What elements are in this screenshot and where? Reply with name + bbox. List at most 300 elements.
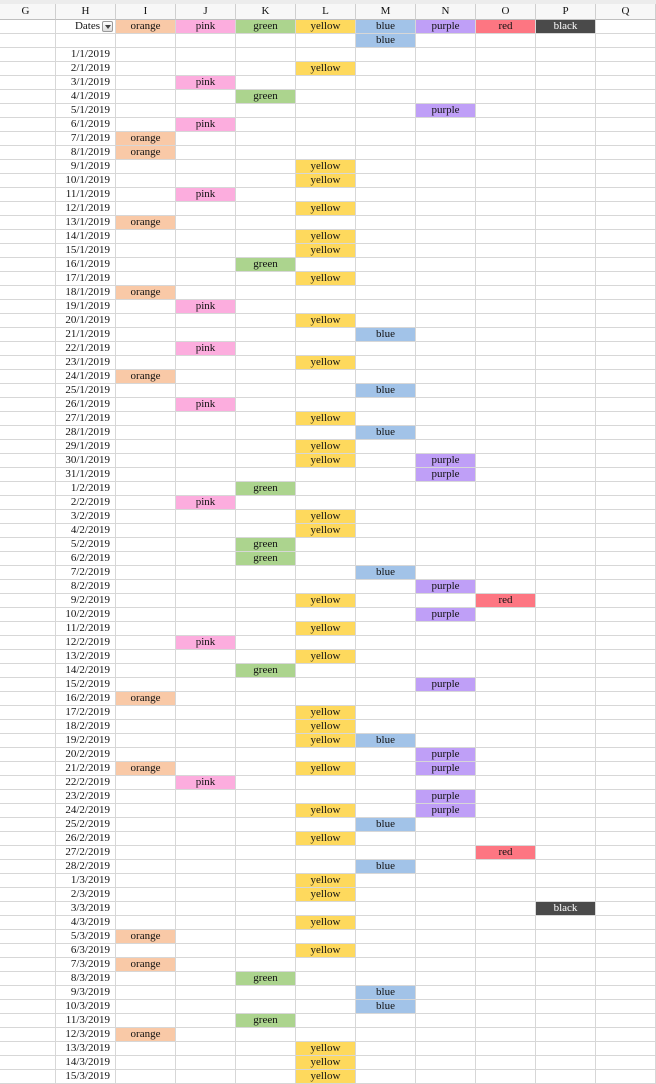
empty-cell[interactable] [116, 62, 176, 76]
empty-cell[interactable] [0, 720, 56, 734]
empty-cell[interactable] [476, 804, 536, 818]
empty-cell[interactable] [176, 524, 236, 538]
empty-cell[interactable] [416, 118, 476, 132]
empty-cell[interactable] [236, 1000, 296, 1014]
empty-cell[interactable] [236, 132, 296, 146]
empty-cell[interactable] [416, 818, 476, 832]
empty-cell[interactable] [476, 874, 536, 888]
empty-cell[interactable] [116, 902, 176, 916]
empty-cell[interactable] [356, 748, 416, 762]
empty-cell[interactable] [116, 454, 176, 468]
empty-cell[interactable] [296, 1000, 356, 1014]
empty-cell[interactable] [176, 804, 236, 818]
header-cell-orange[interactable]: orange [116, 20, 176, 34]
empty-cell[interactable] [176, 160, 236, 174]
empty-cell[interactable] [116, 972, 176, 986]
color-tag-pink[interactable]: pink [176, 636, 236, 650]
date-cell[interactable]: 6/2/2019 [56, 552, 116, 566]
empty-cell[interactable] [236, 286, 296, 300]
empty-cell[interactable] [536, 216, 596, 230]
empty-cell[interactable] [476, 650, 536, 664]
empty-cell[interactable] [116, 244, 176, 258]
empty-cell[interactable] [356, 874, 416, 888]
empty-cell[interactable] [356, 48, 416, 62]
empty-cell[interactable] [116, 608, 176, 622]
empty-cell[interactable] [356, 1014, 416, 1028]
empty-cell[interactable] [116, 622, 176, 636]
date-cell[interactable]: 13/2/2019 [56, 650, 116, 664]
empty-cell[interactable] [176, 90, 236, 104]
empty-cell[interactable] [236, 958, 296, 972]
empty-cell[interactable] [356, 174, 416, 188]
empty-cell[interactable] [536, 818, 596, 832]
empty-cell[interactable] [596, 230, 656, 244]
empty-cell[interactable] [236, 566, 296, 580]
color-tag-pink[interactable]: pink [176, 118, 236, 132]
empty-cell[interactable] [0, 930, 56, 944]
empty-cell[interactable] [116, 300, 176, 314]
empty-cell[interactable] [356, 314, 416, 328]
empty-cell[interactable] [536, 566, 596, 580]
empty-cell[interactable] [356, 482, 416, 496]
empty-cell[interactable] [0, 1028, 56, 1042]
empty-cell[interactable] [0, 118, 56, 132]
empty-cell[interactable] [176, 706, 236, 720]
empty-cell[interactable] [236, 678, 296, 692]
color-tag-pink[interactable]: pink [176, 398, 236, 412]
color-tag-green[interactable]: green [236, 258, 296, 272]
empty-cell[interactable] [536, 720, 596, 734]
empty-cell[interactable] [176, 104, 236, 118]
date-cell[interactable]: 17/2/2019 [56, 706, 116, 720]
color-tag-orange[interactable]: orange [116, 930, 176, 944]
empty-cell[interactable] [116, 818, 176, 832]
empty-cell[interactable] [416, 496, 476, 510]
date-cell[interactable]: 23/1/2019 [56, 356, 116, 370]
date-cell[interactable]: 15/1/2019 [56, 244, 116, 258]
empty-cell[interactable] [296, 90, 356, 104]
empty-cell[interactable] [0, 426, 56, 440]
empty-cell[interactable] [476, 1028, 536, 1042]
empty-cell[interactable] [536, 300, 596, 314]
color-tag-purple[interactable]: purple [416, 762, 476, 776]
column-header-i[interactable]: I [116, 4, 176, 20]
empty-cell[interactable] [0, 342, 56, 356]
empty-cell[interactable] [176, 510, 236, 524]
empty-cell[interactable] [536, 958, 596, 972]
date-cell[interactable]: 7/3/2019 [56, 958, 116, 972]
empty-cell[interactable] [356, 944, 416, 958]
empty-cell[interactable] [296, 496, 356, 510]
empty-cell[interactable] [296, 636, 356, 650]
empty-cell[interactable] [236, 888, 296, 902]
empty-cell[interactable] [596, 314, 656, 328]
header-cell-green[interactable]: green [236, 20, 296, 34]
empty-cell[interactable] [296, 566, 356, 580]
color-tag-orange[interactable]: orange [116, 1028, 176, 1042]
color-tag-orange[interactable]: orange [116, 286, 176, 300]
empty-cell[interactable] [0, 790, 56, 804]
date-cell[interactable]: 12/1/2019 [56, 202, 116, 216]
empty-cell[interactable] [416, 916, 476, 930]
empty-cell[interactable] [176, 1014, 236, 1028]
empty-cell[interactable] [0, 1000, 56, 1014]
empty-cell[interactable] [536, 328, 596, 342]
empty-cell[interactable] [356, 524, 416, 538]
empty-cell[interactable] [236, 986, 296, 1000]
color-tag-green[interactable]: green [236, 482, 296, 496]
empty-cell[interactable] [356, 160, 416, 174]
empty-cell[interactable] [296, 328, 356, 342]
empty-cell[interactable] [236, 524, 296, 538]
empty-cell[interactable] [0, 356, 56, 370]
empty-cell[interactable] [416, 720, 476, 734]
empty-cell[interactable] [0, 384, 56, 398]
empty-cell[interactable] [596, 762, 656, 776]
empty-cell[interactable] [176, 986, 236, 1000]
empty-cell[interactable] [536, 76, 596, 90]
date-cell[interactable]: 21/1/2019 [56, 328, 116, 342]
empty-cell[interactable] [296, 384, 356, 398]
color-tag-purple[interactable]: purple [416, 468, 476, 482]
empty-cell[interactable] [596, 384, 656, 398]
date-cell[interactable]: 7/2/2019 [56, 566, 116, 580]
empty-cell[interactable] [416, 398, 476, 412]
color-tag-yellow[interactable]: yellow [296, 720, 356, 734]
empty-cell[interactable] [116, 1070, 176, 1084]
empty-cell[interactable] [416, 510, 476, 524]
empty-cell[interactable] [236, 48, 296, 62]
empty-cell[interactable] [296, 342, 356, 356]
empty-cell[interactable] [476, 384, 536, 398]
color-tag-red[interactable]: red [476, 846, 536, 860]
empty-cell[interactable] [296, 790, 356, 804]
empty-cell[interactable] [536, 678, 596, 692]
empty-cell[interactable] [116, 538, 176, 552]
empty-cell[interactable] [416, 216, 476, 230]
empty-cell[interactable] [296, 34, 356, 48]
empty-cell[interactable] [0, 300, 56, 314]
empty-cell[interactable] [536, 1028, 596, 1042]
empty-cell[interactable] [536, 622, 596, 636]
color-tag-yellow[interactable]: yellow [296, 174, 356, 188]
empty-cell[interactable] [476, 916, 536, 930]
color-tag-pink[interactable]: pink [176, 342, 236, 356]
empty-cell[interactable] [476, 1070, 536, 1084]
empty-cell[interactable] [236, 622, 296, 636]
empty-cell[interactable] [356, 790, 416, 804]
empty-cell[interactable] [0, 34, 56, 48]
empty-cell[interactable] [0, 328, 56, 342]
empty-cell[interactable] [356, 594, 416, 608]
empty-cell[interactable] [236, 734, 296, 748]
empty-cell[interactable] [476, 146, 536, 160]
date-cell[interactable]: 25/2/2019 [56, 818, 116, 832]
empty-cell[interactable] [236, 104, 296, 118]
empty-cell[interactable] [476, 706, 536, 720]
empty-cell[interactable] [0, 230, 56, 244]
empty-cell[interactable] [236, 146, 296, 160]
empty-cell[interactable] [596, 874, 656, 888]
empty-cell[interactable] [116, 580, 176, 594]
empty-cell[interactable] [536, 524, 596, 538]
empty-cell[interactable] [0, 440, 56, 454]
empty-cell[interactable] [476, 958, 536, 972]
empty-cell[interactable] [476, 468, 536, 482]
empty-cell[interactable] [236, 874, 296, 888]
empty-cell[interactable] [116, 342, 176, 356]
empty-cell[interactable] [236, 1070, 296, 1084]
date-cell[interactable]: 14/2/2019 [56, 664, 116, 678]
empty-cell[interactable] [416, 188, 476, 202]
empty-cell[interactable] [236, 188, 296, 202]
empty-cell[interactable] [0, 202, 56, 216]
empty-cell[interactable] [416, 384, 476, 398]
empty-cell[interactable] [416, 286, 476, 300]
empty-cell[interactable] [536, 258, 596, 272]
empty-cell[interactable] [176, 1056, 236, 1070]
empty-cell[interactable] [596, 594, 656, 608]
empty-cell[interactable] [476, 342, 536, 356]
empty-cell[interactable] [536, 846, 596, 860]
empty-cell[interactable] [536, 244, 596, 258]
empty-cell[interactable] [176, 720, 236, 734]
date-cell[interactable]: 10/1/2019 [56, 174, 116, 188]
empty-cell[interactable] [0, 804, 56, 818]
color-tag-blue[interactable]: blue [356, 734, 416, 748]
empty-cell[interactable] [476, 62, 536, 76]
color-tag-yellow[interactable]: yellow [296, 944, 356, 958]
color-tag-red[interactable]: red [476, 594, 536, 608]
empty-cell[interactable] [296, 146, 356, 160]
empty-cell[interactable] [236, 34, 296, 48]
empty-cell[interactable] [0, 874, 56, 888]
empty-cell[interactable] [116, 566, 176, 580]
empty-cell[interactable] [596, 188, 656, 202]
empty-cell[interactable] [476, 314, 536, 328]
empty-cell[interactable] [476, 370, 536, 384]
color-tag-yellow[interactable]: yellow [296, 244, 356, 258]
empty-cell[interactable] [416, 76, 476, 90]
empty-cell[interactable] [596, 650, 656, 664]
empty-cell[interactable] [596, 1014, 656, 1028]
empty-cell[interactable] [536, 272, 596, 286]
empty-cell[interactable] [176, 832, 236, 846]
empty-cell[interactable] [596, 636, 656, 650]
empty-cell[interactable] [356, 930, 416, 944]
color-tag-yellow[interactable]: yellow [296, 832, 356, 846]
empty-cell[interactable] [176, 258, 236, 272]
empty-cell[interactable] [476, 202, 536, 216]
empty-cell[interactable] [176, 930, 236, 944]
empty-cell[interactable] [536, 370, 596, 384]
color-tag-purple[interactable]: purple [416, 804, 476, 818]
color-tag-pink[interactable]: pink [176, 76, 236, 90]
empty-cell[interactable] [596, 804, 656, 818]
empty-cell[interactable] [596, 62, 656, 76]
empty-cell[interactable] [116, 552, 176, 566]
empty-cell[interactable] [0, 846, 56, 860]
empty-cell[interactable] [176, 482, 236, 496]
empty-cell[interactable] [116, 1042, 176, 1056]
empty-cell[interactable] [116, 944, 176, 958]
empty-cell[interactable] [176, 132, 236, 146]
empty-cell[interactable] [296, 426, 356, 440]
empty-cell[interactable] [0, 566, 56, 580]
empty-cell[interactable] [536, 118, 596, 132]
color-tag-yellow[interactable]: yellow [296, 594, 356, 608]
empty-cell[interactable] [476, 636, 536, 650]
empty-cell[interactable] [596, 426, 656, 440]
empty-cell[interactable] [176, 1000, 236, 1014]
empty-cell[interactable] [536, 594, 596, 608]
empty-cell[interactable] [356, 412, 416, 426]
empty-cell[interactable] [596, 440, 656, 454]
empty-cell[interactable] [476, 482, 536, 496]
empty-cell[interactable] [476, 216, 536, 230]
column-header-o[interactable]: O [476, 4, 536, 20]
empty-cell[interactable] [356, 636, 416, 650]
empty-cell[interactable] [536, 706, 596, 720]
empty-cell[interactable] [0, 706, 56, 720]
empty-cell[interactable] [176, 874, 236, 888]
date-cell[interactable]: 18/2/2019 [56, 720, 116, 734]
empty-cell[interactable] [356, 678, 416, 692]
color-tag-orange[interactable]: orange [116, 216, 176, 230]
empty-cell[interactable] [476, 972, 536, 986]
empty-cell[interactable] [116, 384, 176, 398]
column-header-q[interactable]: Q [596, 4, 656, 20]
color-tag-green[interactable]: green [236, 90, 296, 104]
empty-cell[interactable] [0, 146, 56, 160]
empty-cell[interactable] [296, 132, 356, 146]
empty-cell[interactable] [416, 440, 476, 454]
empty-cell[interactable] [416, 160, 476, 174]
column-header-n[interactable]: N [416, 4, 476, 20]
empty-cell[interactable] [356, 76, 416, 90]
color-tag-yellow[interactable]: yellow [296, 524, 356, 538]
empty-cell[interactable] [416, 538, 476, 552]
color-tag-yellow[interactable]: yellow [296, 356, 356, 370]
empty-cell[interactable] [0, 174, 56, 188]
color-tag-blue[interactable]: blue [356, 1000, 416, 1014]
empty-cell[interactable] [596, 846, 656, 860]
empty-cell[interactable] [0, 90, 56, 104]
empty-cell[interactable] [176, 860, 236, 874]
empty-cell[interactable] [296, 104, 356, 118]
empty-cell[interactable] [176, 286, 236, 300]
empty-cell[interactable] [596, 174, 656, 188]
empty-cell[interactable] [356, 832, 416, 846]
empty-cell[interactable] [176, 1042, 236, 1056]
empty-cell[interactable] [596, 622, 656, 636]
empty-cell[interactable] [116, 118, 176, 132]
empty-cell[interactable] [176, 664, 236, 678]
empty-cell[interactable] [296, 986, 356, 1000]
empty-cell[interactable] [116, 1000, 176, 1014]
empty-cell[interactable] [416, 1056, 476, 1070]
empty-cell[interactable] [476, 538, 536, 552]
date-cell[interactable]: 12/3/2019 [56, 1028, 116, 1042]
empty-cell[interactable] [296, 258, 356, 272]
empty-cell[interactable] [356, 580, 416, 594]
empty-cell[interactable] [536, 398, 596, 412]
empty-cell[interactable] [476, 580, 536, 594]
empty-cell[interactable] [356, 370, 416, 384]
date-cell[interactable]: 26/2/2019 [56, 832, 116, 846]
empty-cell[interactable] [596, 34, 656, 48]
color-tag-yellow[interactable]: yellow [296, 734, 356, 748]
empty-cell[interactable] [416, 202, 476, 216]
empty-cell[interactable] [236, 790, 296, 804]
empty-cell[interactable] [476, 426, 536, 440]
empty-cell[interactable] [596, 412, 656, 426]
column-header-g[interactable]: G [0, 4, 56, 20]
empty-cell[interactable] [476, 258, 536, 272]
empty-cell[interactable] [236, 412, 296, 426]
empty-cell[interactable] [596, 90, 656, 104]
empty-cell[interactable] [596, 930, 656, 944]
date-cell[interactable]: 23/2/2019 [56, 790, 116, 804]
empty-cell[interactable] [476, 818, 536, 832]
empty-cell[interactable] [176, 412, 236, 426]
empty-cell[interactable] [296, 76, 356, 90]
color-tag-green[interactable]: green [236, 1014, 296, 1028]
empty-cell[interactable] [476, 734, 536, 748]
color-tag-blue[interactable]: blue [356, 34, 416, 48]
color-tag-yellow[interactable]: yellow [296, 62, 356, 76]
empty-cell[interactable] [596, 160, 656, 174]
empty-cell[interactable] [356, 958, 416, 972]
empty-cell[interactable] [296, 608, 356, 622]
color-tag-yellow[interactable]: yellow [296, 1070, 356, 1084]
date-cell[interactable]: 5/3/2019 [56, 930, 116, 944]
empty-cell[interactable] [356, 272, 416, 286]
header-cell-red[interactable]: red [476, 20, 536, 34]
empty-cell[interactable] [116, 496, 176, 510]
empty-cell[interactable] [176, 692, 236, 706]
empty-cell[interactable] [176, 888, 236, 902]
empty-cell[interactable] [536, 860, 596, 874]
empty-cell[interactable] [356, 762, 416, 776]
empty-cell[interactable] [416, 132, 476, 146]
empty-cell[interactable] [176, 818, 236, 832]
date-cell[interactable]: 6/1/2019 [56, 118, 116, 132]
empty-cell[interactable] [536, 1000, 596, 1014]
empty-cell[interactable] [476, 622, 536, 636]
empty-cell[interactable] [476, 664, 536, 678]
empty-cell[interactable] [596, 286, 656, 300]
empty-cell[interactable] [476, 118, 536, 132]
empty-cell[interactable] [596, 370, 656, 384]
date-cell[interactable]: 2/2/2019 [56, 496, 116, 510]
empty-cell[interactable] [0, 902, 56, 916]
empty-cell[interactable] [236, 216, 296, 230]
empty-cell[interactable] [176, 622, 236, 636]
empty-cell[interactable] [116, 720, 176, 734]
empty-cell[interactable] [0, 580, 56, 594]
empty-cell[interactable] [596, 118, 656, 132]
empty-cell[interactable] [536, 412, 596, 426]
empty-cell[interactable] [0, 510, 56, 524]
empty-cell[interactable] [0, 762, 56, 776]
empty-cell[interactable] [476, 132, 536, 146]
empty-cell[interactable] [236, 580, 296, 594]
empty-cell[interactable] [296, 818, 356, 832]
color-tag-yellow[interactable]: yellow [296, 622, 356, 636]
empty-cell[interactable] [0, 776, 56, 790]
empty-cell[interactable] [536, 510, 596, 524]
